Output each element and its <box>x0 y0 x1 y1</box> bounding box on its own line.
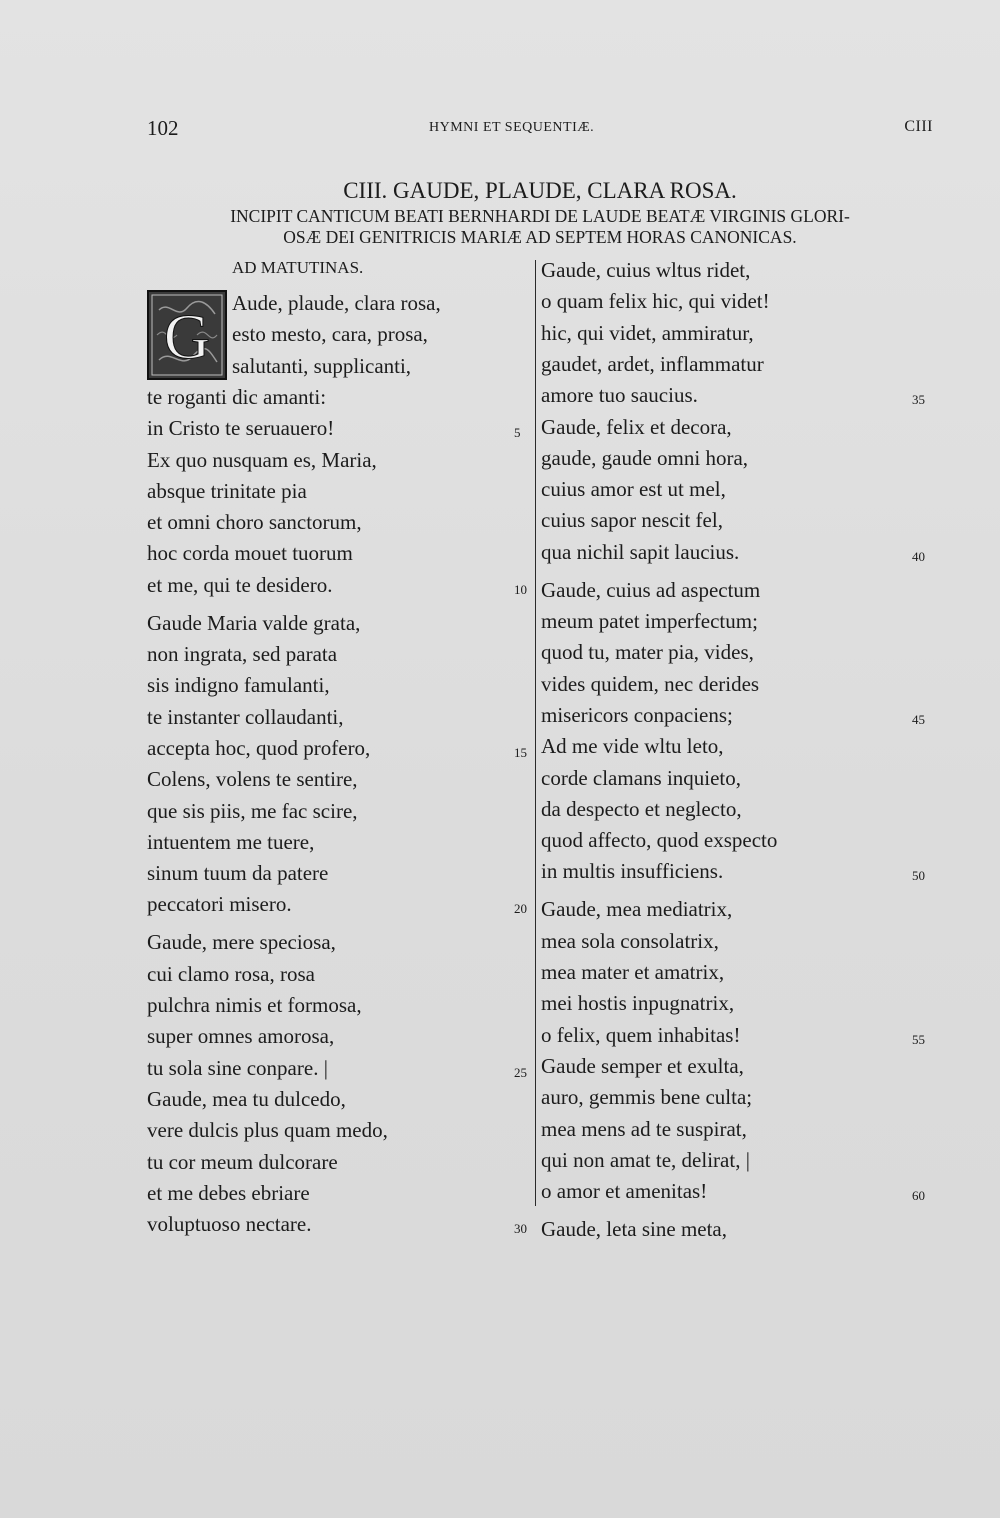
line-number: 15 <box>514 744 527 760</box>
verse-line: Gaude, mere speciosa, <box>147 930 336 955</box>
verse-line: misericors conpaciens; <box>541 702 733 727</box>
verse-line: o amor et amenitas! <box>541 1179 708 1204</box>
line-number: 60 <box>912 1188 925 1204</box>
line-number: 45 <box>912 711 925 727</box>
line-number: 20 <box>514 901 527 917</box>
verse-line: Gaude, leta sine meta, <box>541 1217 728 1242</box>
verse-line: cuius sapor nescit fel, <box>541 508 723 533</box>
verse-line: cui clamo rosa, rosa <box>147 961 315 986</box>
verse-line: Gaude, mea mediatrix, <box>541 897 733 922</box>
page-number: 102 <box>147 116 179 140</box>
verse-line: Gaude semper et exulta, <box>541 1053 744 1078</box>
verse-line: Aude, plaude, clara rosa, <box>232 291 441 315</box>
hymn-title: CIII. GAUDE, PLAUDE, CLARA ROSA. <box>343 178 737 203</box>
verse-line: accepta hoc, quod profero, <box>147 735 371 760</box>
verse-line: intuentem me tuere, <box>147 829 315 854</box>
verse-line: in Cristo te seruauero! <box>147 416 335 441</box>
section-title: HYMNI ET SEQUENTIÆ. <box>429 120 595 135</box>
incipit-line-1: INCIPIT CANTICUM BEATI BERNHARDI DE LAUDE BEATÆ VIRGINIS GLORI- <box>230 206 850 226</box>
verse-line: absque trinitate pia <box>147 478 307 503</box>
line-number: 50 <box>912 868 925 884</box>
verse-line: Gaude, felix et decora, <box>541 414 732 439</box>
verse-line: Ex quo nusquam es, Maria, <box>147 447 377 472</box>
verse-line: o quam felix hic, qui videt! <box>541 289 770 314</box>
verse-line: in multis insufficiens. <box>541 859 724 884</box>
line-number: 40 <box>912 548 925 564</box>
verse-line: o felix, quem inhabitas! <box>541 1022 741 1047</box>
verse-line: auro, gemmis bene culta; <box>541 1085 753 1110</box>
verse-line: Gaude, cuius wltus ridet, <box>541 258 751 282</box>
verse-line: qua nichil sapit laucius. <box>541 539 740 564</box>
item-number: CIII <box>904 118 933 135</box>
verse-line: hoc corda mouet tuorum <box>147 541 353 566</box>
line-number: 30 <box>514 1221 527 1237</box>
verse-line: hic, qui videt, ammiratur, <box>541 320 754 345</box>
initial-letter: G <box>163 301 211 372</box>
verse-line: meum patet imperfectum; <box>541 609 758 633</box>
verse-line: mei hostis inpugnatrix, <box>541 991 735 1016</box>
running-head <box>147 116 933 140</box>
verse-line: sis indigno famulanti, <box>147 673 330 698</box>
verse-line: da despecto et neglecto, <box>541 796 742 821</box>
verse-line: vides quidem, nec derides <box>541 671 760 696</box>
verse-line: esto mesto, cara, prosa, <box>232 322 428 347</box>
line-number: 55 <box>912 1031 925 1047</box>
line-number: 5 <box>514 425 521 441</box>
incipit-line-2: OSÆ DEI GENITRICIS MARIÆ AD SEPTEM HORAS CANONICAS. <box>283 227 797 247</box>
verse-line: peccatori misero. <box>147 892 292 917</box>
verse-line: pulchra nimis et formosa, <box>147 993 362 1017</box>
verse-line: mea mater et amatrix, <box>541 960 725 984</box>
verse-line: quod tu, mater pia, vides, <box>541 640 754 665</box>
decorated-initial-icon <box>147 290 227 380</box>
verse-line: qui non amat te, delirat, | <box>541 1147 750 1172</box>
verse-line: amore tuo saucius. <box>541 383 698 408</box>
verse-line: tu sola sine conpare. | <box>147 1055 328 1080</box>
verse-line: salutanti, supplicanti, <box>232 353 412 378</box>
verse-line: super omnes amorosa, <box>147 1024 335 1049</box>
verse-line: te instanter collaudanti, <box>147 704 344 729</box>
column-divider <box>535 260 536 1206</box>
verse-line: gaude, gaude omni hora, <box>541 445 749 470</box>
verse-line: sinum tuum da patere <box>147 861 329 886</box>
verse-line: gaudet, ardet, inflammatur <box>541 351 764 376</box>
verse-line: Ad me vide wltu leto, <box>541 734 724 759</box>
verse-line: non ingrata, sed parata <box>147 642 338 666</box>
verse-line: Gaude, cuius ad aspectum <box>541 577 761 602</box>
verse-line: que sis piis, me fac scire, <box>147 798 358 823</box>
verse-line: Colens, volens te sentire, <box>147 767 358 792</box>
verse-line: vere dulcis plus quam medo, <box>147 1118 388 1143</box>
verse-line: te roganti dic amanti: <box>147 384 327 409</box>
verse-line: voluptuoso nectare. <box>147 1212 312 1237</box>
section-heading: AD MATUTINAS. <box>232 258 364 277</box>
verse-line: et me, qui te desidero. <box>147 572 333 597</box>
verse-line: mea sola consolatrix, <box>541 928 719 953</box>
incipit <box>147 206 933 248</box>
line-number: 25 <box>514 1064 527 1080</box>
verse-line: cuius amor est ut mel, <box>541 477 726 502</box>
decorated-initial <box>147 290 227 380</box>
verse-line: et omni choro sanctorum, <box>147 510 362 535</box>
verse-line: mea mens ad te suspirat, <box>541 1116 747 1141</box>
line-number: 35 <box>912 392 925 408</box>
line-number: 10 <box>514 581 527 597</box>
verse-line: tu cor meum dulcorare <box>147 1149 338 1174</box>
verse-line: Gaude, mea tu dulcedo, <box>147 1086 346 1111</box>
verse-line: corde clamans inquieto, <box>541 765 742 790</box>
verse-line: quod affecto, quod exspecto <box>541 828 778 853</box>
verse-line: et me debes ebriare <box>147 1180 310 1205</box>
verse-line: Gaude Maria valde grata, <box>147 610 361 635</box>
